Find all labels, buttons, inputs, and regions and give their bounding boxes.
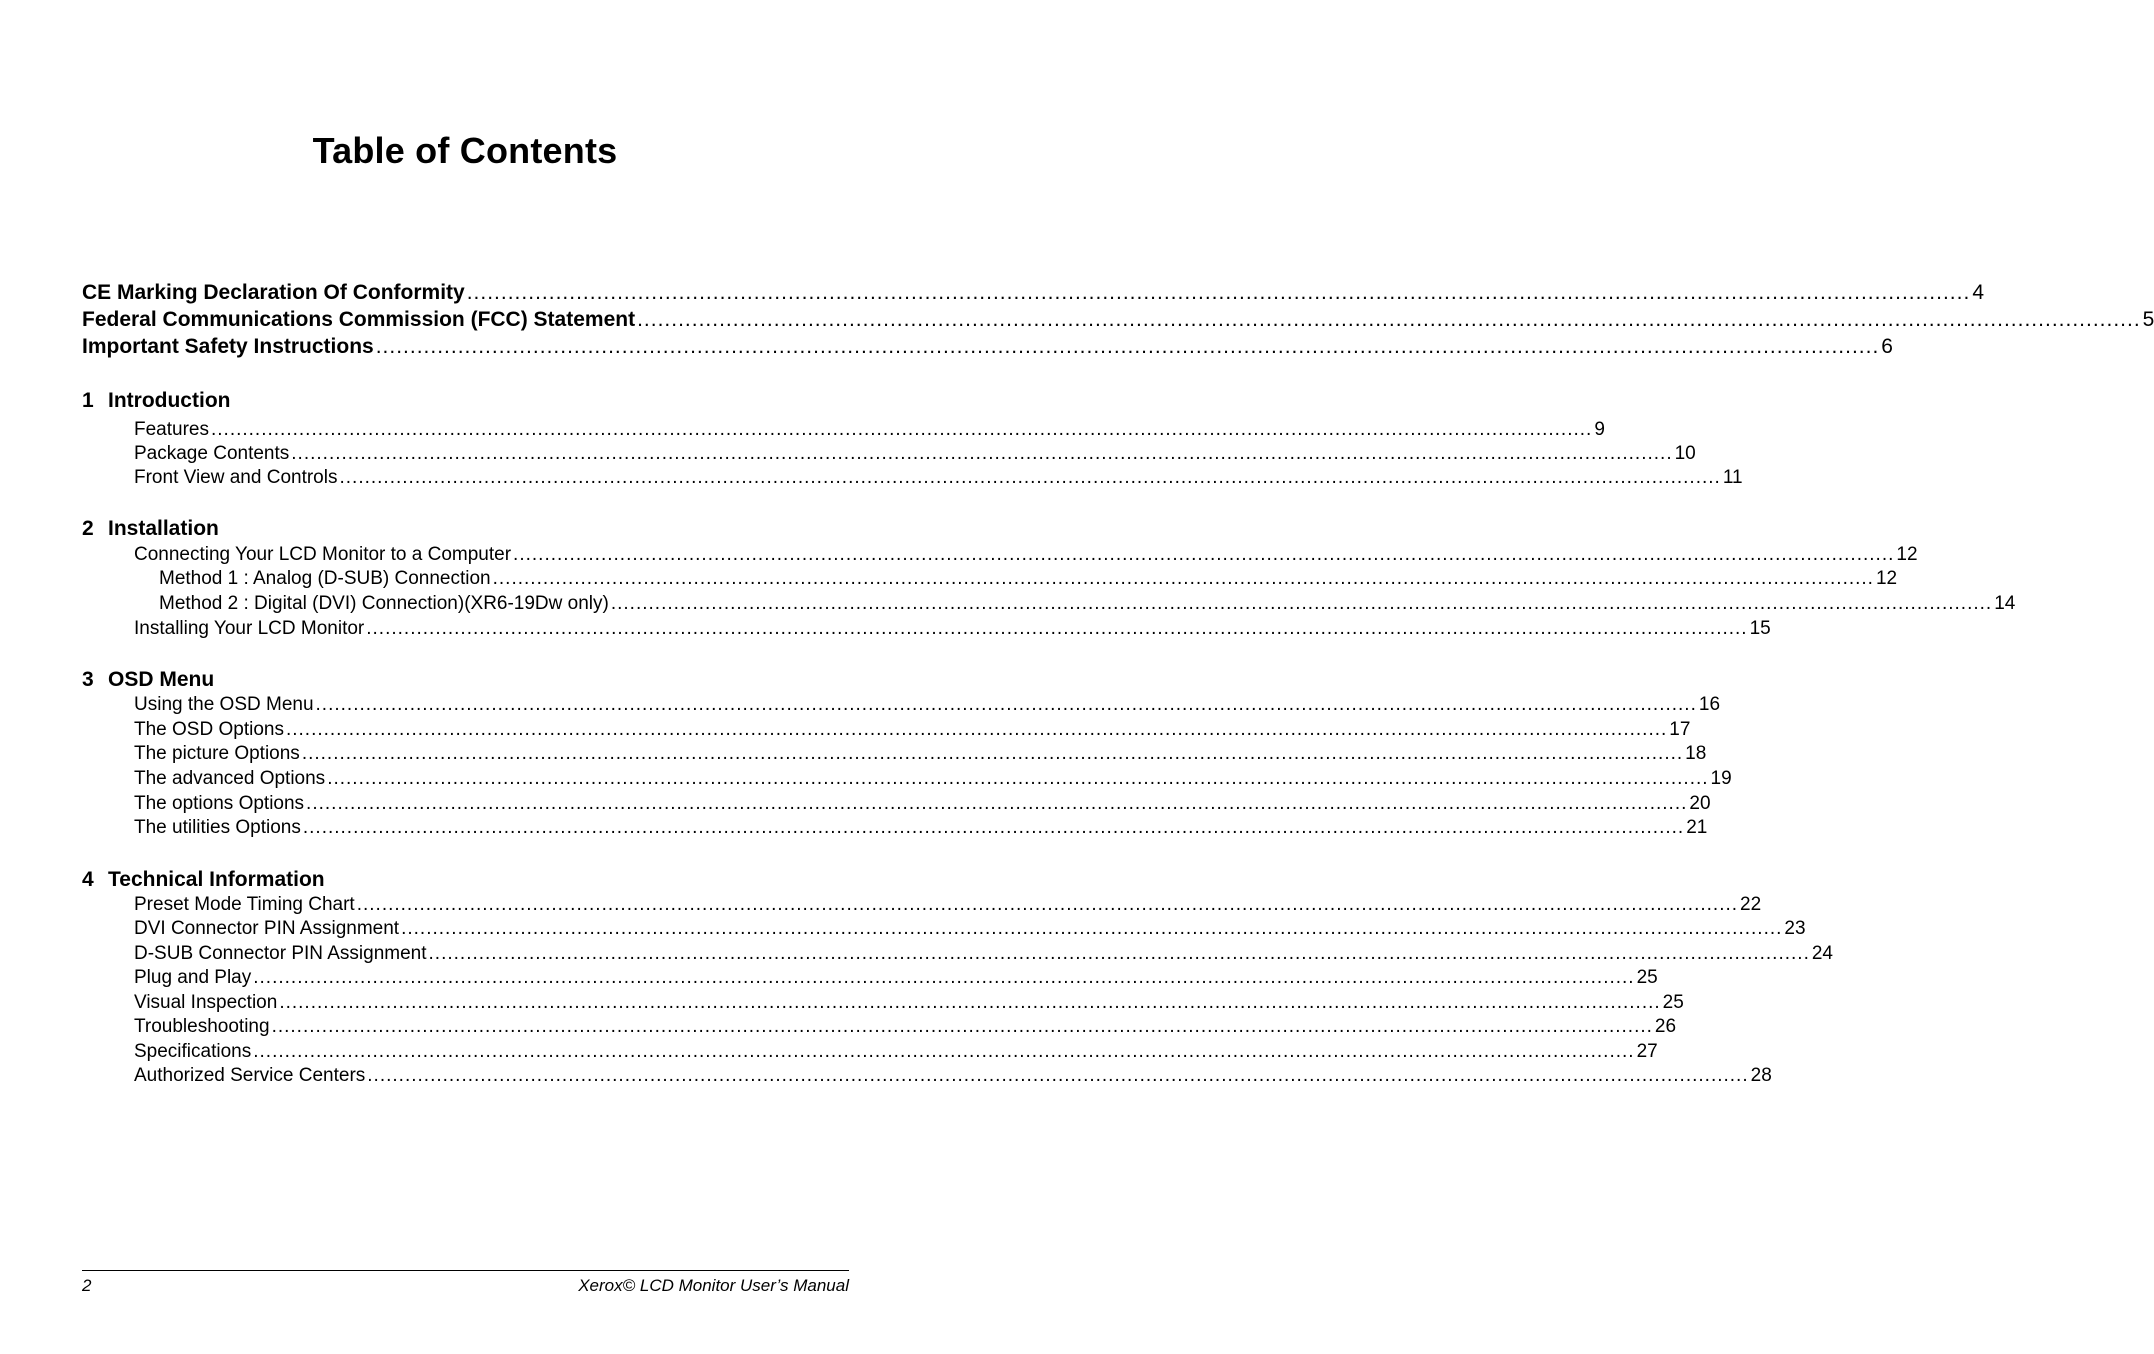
toc-entry-page: 9: [1594, 419, 1605, 440]
toc-entry[interactable]: [134, 918, 1806, 940]
toc-entry-label: DVI Connector PIN Assignment: [134, 918, 400, 939]
toc-entry[interactable]: [134, 1065, 1772, 1087]
toc-entry[interactable]: [134, 743, 1707, 765]
toc-entry-page: 19: [1710, 768, 1732, 789]
leader-dots: ............................................................................................................................................................................................................................: [375, 335, 1880, 358]
section-title: Technical Information: [108, 868, 325, 891]
leader-dots: ............................................................................................................................................................................................................................: [428, 943, 1810, 964]
toc-entry-safety-instructions[interactable]: [82, 335, 1893, 359]
toc-entry-page: 22: [1740, 894, 1762, 915]
toc-entry-label: The advanced Options: [134, 768, 326, 789]
section-heading-introduction[interactable]: [82, 389, 230, 413]
toc-entry-page: 11: [1722, 467, 1743, 488]
toc-entry[interactable]: [134, 544, 1918, 566]
toc-entry[interactable]: [134, 694, 1721, 716]
toc-entry-label: Package Contents: [134, 443, 290, 464]
toc-entry-page: 15: [1749, 618, 1771, 639]
toc-entry-label: Method 1 : Analog (D-SUB) Connection: [159, 568, 491, 589]
section-number: 3: [82, 668, 94, 691]
toc-entry[interactable]: [134, 618, 1771, 640]
footer-page-number: 2: [82, 1276, 92, 1295]
toc-entry-page: 20: [1689, 793, 1711, 814]
toc-entry-label: Front View and Controls: [134, 467, 338, 488]
leader-dots: ............................................................................................................................................................................................................................: [291, 443, 1673, 464]
toc-entry-label: Connecting Your LCD Monitor to a Computer: [134, 544, 512, 565]
section-number: 1: [82, 389, 94, 412]
toc-entry[interactable]: [134, 894, 1762, 916]
leader-dots: ............................................................................................................................................................................................................................: [401, 918, 1783, 939]
toc-entry-page: 10: [1674, 443, 1696, 464]
toc-entry-fcc-statement[interactable]: [82, 308, 2154, 332]
toc-entry[interactable]: [159, 593, 2016, 615]
toc-entry-page: 12: [1875, 568, 1898, 589]
leader-dots: ............................................................................................................................................................................................................................: [285, 719, 1668, 740]
toc-entry-label: Using the OSD Menu: [134, 694, 314, 715]
toc-entry[interactable]: [134, 793, 1711, 815]
leader-dots: ............................................................................................................................................................................................................................: [301, 743, 1684, 764]
toc-entry-label: Specifications: [134, 1041, 252, 1062]
toc-entry-page: 25: [1662, 992, 1684, 1013]
toc-entry-label: Troubleshooting: [134, 1016, 270, 1037]
toc-entry-ce-marking[interactable]: [82, 281, 1984, 305]
toc-entry[interactable]: [134, 817, 1708, 839]
toc-entry-label: Installing Your LCD Monitor: [134, 618, 365, 639]
toc-entry-label: Features: [134, 419, 209, 440]
toc-entry[interactable]: [134, 1016, 1677, 1038]
leader-dots: ............................................................................................................................................................................................................................: [366, 618, 1748, 639]
section-title: OSD Menu: [108, 668, 215, 691]
leader-dots: ............................................................................................................................................................................................................................: [315, 694, 1697, 715]
toc-entry-label: The picture Options: [134, 743, 300, 764]
toc-entry-label: Preset Mode Timing Chart: [134, 894, 355, 915]
toc-entry[interactable]: [134, 943, 1833, 965]
toc-entry-page: 5: [2142, 308, 2154, 331]
toc-entry-page: 26: [1654, 1016, 1677, 1037]
toc-entry-label: D-SUB Connector PIN Assignment: [134, 943, 427, 964]
leader-dots: ............................................................................................................................................................................................................................: [610, 593, 1993, 614]
toc-entry-page: 16: [1698, 694, 1721, 715]
leader-dots: ............................................................................................................................................................................................................................: [339, 467, 1721, 488]
toc-entry[interactable]: [159, 568, 1898, 590]
footer-manual-title: Xerox© LCD Monitor User’s Manual: [578, 1276, 849, 1295]
toc-entry-page: 4: [1972, 281, 1984, 304]
leader-dots: ............................................................................................................................................................................................................................: [302, 817, 1685, 838]
leader-dots: ............................................................................................................................................................................................................................: [492, 568, 1874, 589]
toc-entry-page: 24: [1811, 943, 1833, 964]
toc-entry-label: Authorized Service Centers: [134, 1065, 366, 1086]
toc-entry-page: 12: [1896, 544, 1918, 565]
leader-dots: ............................................................................................................................................................................................................................: [513, 544, 1895, 565]
toc-entry-label: The OSD Options: [134, 719, 284, 740]
leader-dots: ............................................................................................................................................................................................................................: [253, 967, 1635, 988]
section-title: Installation: [108, 517, 219, 540]
toc-entry-label: The utilities Options: [134, 817, 301, 838]
toc-entry-page: 27: [1636, 1041, 1658, 1062]
leader-dots: ............................................................................................................................................................................................................................: [466, 281, 1971, 304]
toc-entry-label: Federal Communications Commission (FCC) Statement: [82, 308, 636, 331]
leader-dots: ............................................................................................................................................................................................................................: [271, 1016, 1653, 1037]
toc-entry-page: 18: [1685, 743, 1707, 764]
toc-entry-page: 6: [1881, 335, 1893, 358]
toc-entry[interactable]: [134, 1041, 1658, 1063]
toc-entry-page: 25: [1636, 967, 1658, 988]
toc-entry[interactable]: [134, 967, 1658, 989]
toc-entry-label: Method 2 : Digital (DVI) Connection)(XR6-19Dw only): [159, 593, 609, 614]
leader-dots: ............................................................................................................................................................................................................................: [637, 308, 2141, 331]
toc-entry-page: 28: [1750, 1065, 1772, 1086]
section-number: 4: [82, 868, 94, 891]
leader-dots: ............................................................................................................................................................................................................................: [306, 793, 1688, 814]
toc-entry-label: The options Options: [134, 793, 305, 814]
section-heading-installation[interactable]: [82, 517, 219, 541]
section-heading-osd-menu[interactable]: [82, 668, 214, 692]
toc-entry-page: 21: [1686, 817, 1708, 838]
section-number: 2: [82, 517, 94, 540]
leader-dots: ............................................................................................................................................................................................................................: [210, 419, 1593, 440]
toc-entry[interactable]: [134, 467, 1743, 489]
section-title: Introduction: [108, 389, 231, 412]
toc-entry[interactable]: [134, 443, 1696, 465]
page-title: Table of Contents: [312, 130, 618, 171]
toc-entry-label: Plug and Play: [134, 967, 252, 988]
toc-entry[interactable]: [134, 768, 1732, 790]
toc-entry[interactable]: [134, 992, 1684, 1014]
leader-dots: ............................................................................................................................................................................................................................: [356, 894, 1739, 915]
toc-entry-label: CE Marking Declaration Of Conformity: [82, 281, 465, 304]
leader-dots: ............................................................................................................................................................................................................................: [253, 1041, 1635, 1062]
toc-entry[interactable]: [134, 419, 1605, 441]
leader-dots: ............................................................................................................................................................................................................................: [279, 992, 1661, 1013]
leader-dots: ............................................................................................................................................................................................................................: [367, 1065, 1749, 1086]
leader-dots: ............................................................................................................................................................................................................................: [327, 768, 1709, 789]
footer-rule: [82, 1270, 849, 1271]
toc-entry-label: Visual Inspection: [134, 992, 278, 1013]
toc-entry-page: 17: [1669, 719, 1691, 740]
toc-entry[interactable]: [134, 719, 1691, 741]
toc-entry-label: Important Safety Instructions: [82, 335, 374, 358]
toc-entry-page: 14: [1994, 593, 2016, 614]
section-heading-technical-information[interactable]: [82, 868, 325, 892]
toc-entry-page: 23: [1784, 918, 1806, 939]
